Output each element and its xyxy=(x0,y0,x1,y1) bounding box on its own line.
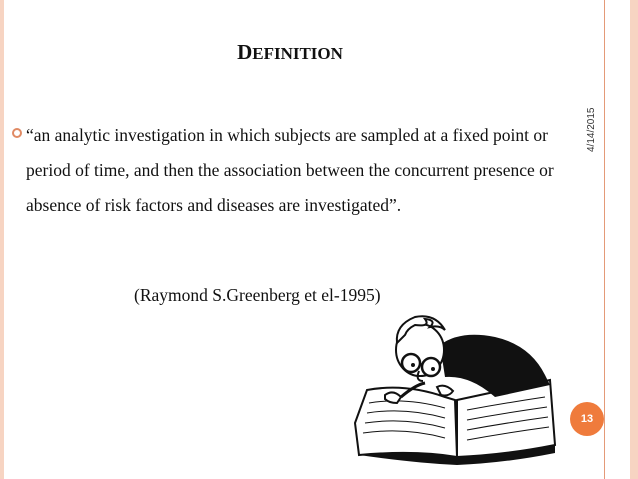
bullet-icon xyxy=(12,128,22,138)
slide-date: 4/14/2015 xyxy=(586,107,597,152)
decorative-stripe xyxy=(630,0,638,479)
slide-title: DEFINITION xyxy=(237,40,343,64)
citation-text: (Raymond S.Greenberg et el-1995) xyxy=(134,285,381,305)
person-reading-book-illustration xyxy=(345,305,560,475)
definition-text: “an analytic investigation in which subjects are sampled at a fixed point or period of time, and then the association between the concurrent presence or absence of risk factors and diseases are investigated”. xyxy=(26,125,554,215)
vertical-divider xyxy=(604,0,605,479)
decorative-stripe xyxy=(0,0,4,479)
page-number-badge: 13 xyxy=(570,402,604,436)
